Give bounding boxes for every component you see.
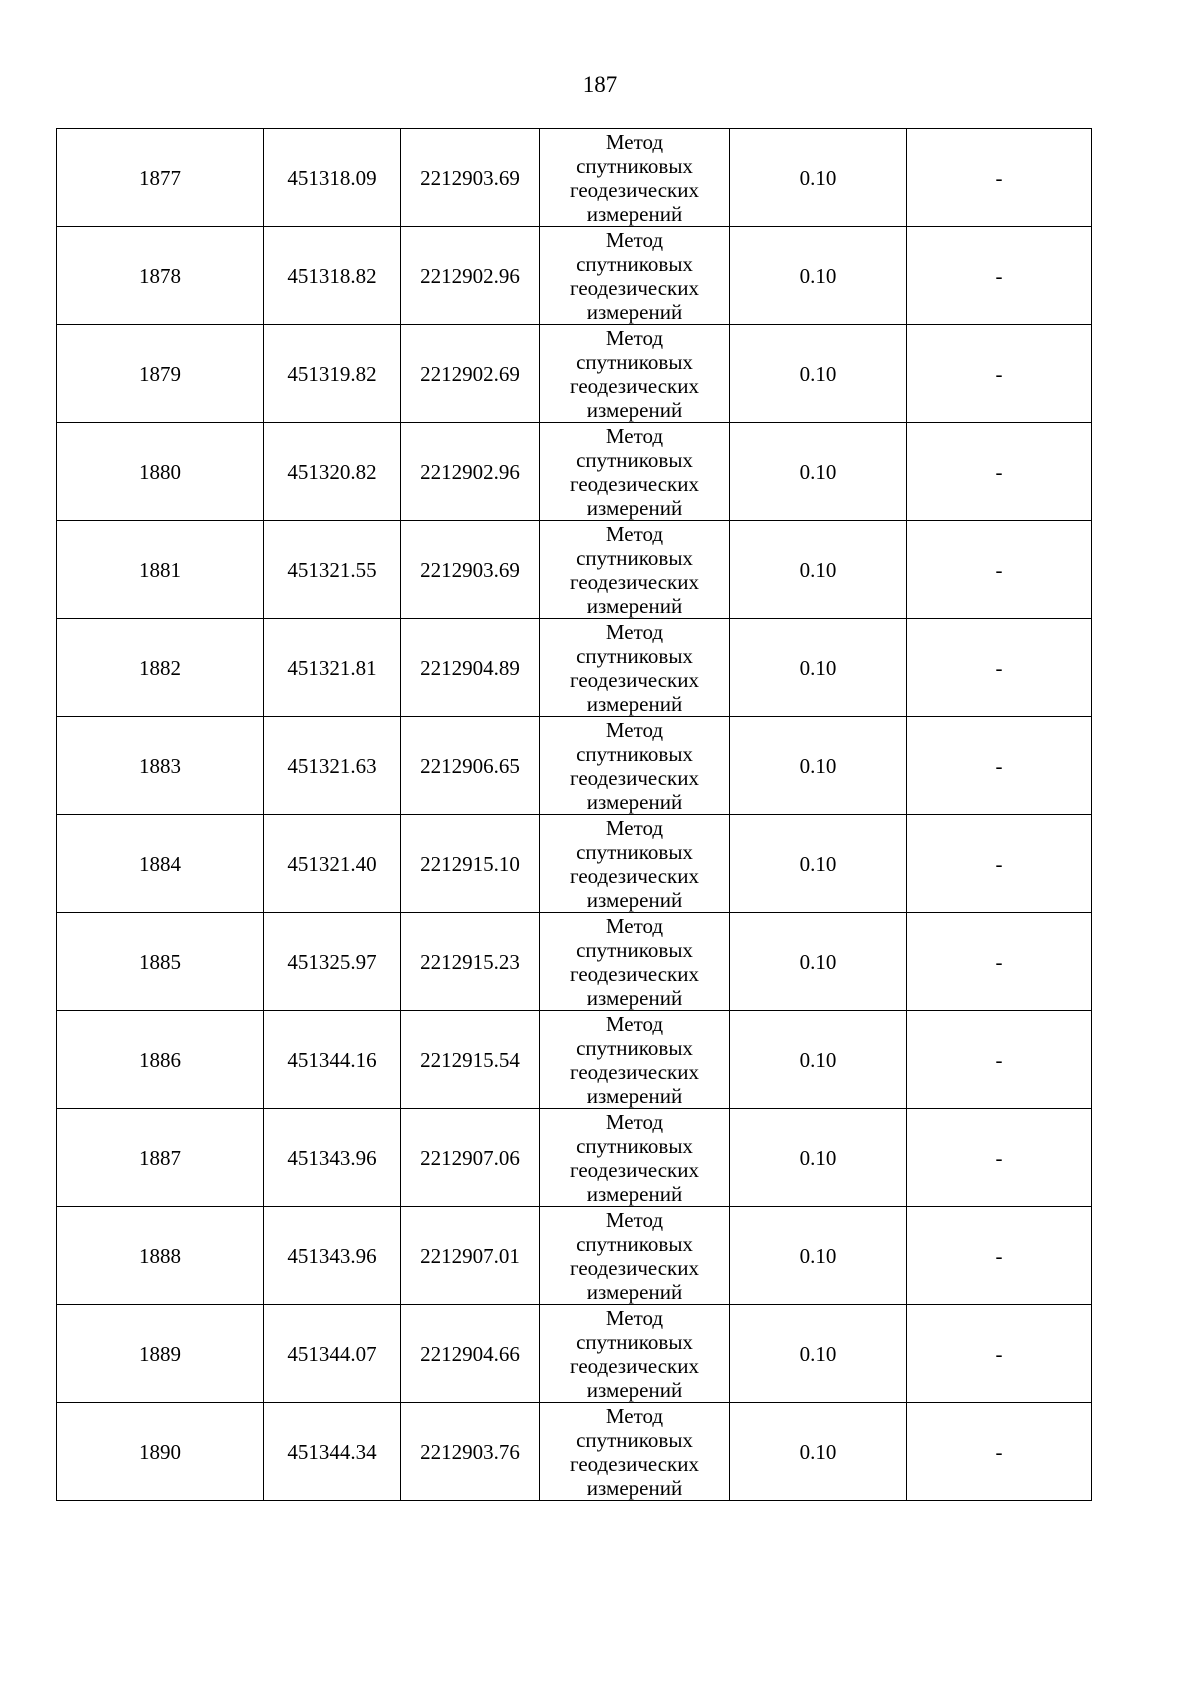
method-cell [540,423,730,521]
table-row [57,1109,1092,1207]
method-cell [540,129,730,227]
method-cell [540,717,730,815]
y-coordinate-cell: 2212915.23 [401,913,540,1011]
accuracy-cell: 0.10 [730,815,907,913]
point-number-cell: 1890 [57,1403,264,1501]
accuracy-cell: 0.10 [730,619,907,717]
method-cell [540,1109,730,1207]
method-cell [540,619,730,717]
coordinates-table [56,128,1092,1501]
x-coordinate-cell: 451321.81 [264,619,401,717]
point-number-cell: 1877 [57,129,264,227]
point-number-cell: 1884 [57,815,264,913]
method-text: Метод спутниковых геодезических измерений [569,423,699,520]
x-coordinate-cell: 451321.40 [264,815,401,913]
extra-cell: - [907,423,1092,521]
extra-cell: - [907,1207,1092,1305]
table-row [57,1305,1092,1403]
accuracy-cell: 0.10 [730,325,907,423]
point-number-cell: 1883 [57,717,264,815]
method-text: Метод спутниковых геодезических измерений [569,325,699,422]
table-row [57,227,1092,325]
extra-cell: - [907,913,1092,1011]
extra-cell: - [907,619,1092,717]
extra-cell: - [907,227,1092,325]
x-coordinate-cell: 451344.16 [264,1011,401,1109]
table-row [57,913,1092,1011]
accuracy-cell: 0.10 [730,1403,907,1501]
table-row [57,129,1092,227]
x-coordinate-cell: 451343.96 [264,1207,401,1305]
x-coordinate-cell: 451318.09 [264,129,401,227]
x-coordinate-cell: 451325.97 [264,913,401,1011]
accuracy-cell: 0.10 [730,913,907,1011]
method-text: Метод спутниковых геодезических измерений [569,521,699,618]
point-number-cell: 1882 [57,619,264,717]
y-coordinate-cell: 2212907.06 [401,1109,540,1207]
table-row [57,815,1092,913]
accuracy-cell: 0.10 [730,227,907,325]
y-coordinate-cell: 2212904.89 [401,619,540,717]
x-coordinate-cell: 451318.82 [264,227,401,325]
accuracy-cell: 0.10 [730,1207,907,1305]
y-coordinate-cell: 2212902.96 [401,423,540,521]
point-number-cell: 1889 [57,1305,264,1403]
y-coordinate-cell: 2212907.01 [401,1207,540,1305]
method-text: Метод спутниковых геодезических измерений [569,717,699,814]
method-cell [540,325,730,423]
extra-cell: - [907,1403,1092,1501]
x-coordinate-cell: 451319.82 [264,325,401,423]
extra-cell: - [907,129,1092,227]
extra-cell: - [907,815,1092,913]
extra-cell: - [907,521,1092,619]
accuracy-cell: 0.10 [730,1305,907,1403]
x-coordinate-cell: 451320.82 [264,423,401,521]
point-number-cell: 1887 [57,1109,264,1207]
extra-cell: - [907,1011,1092,1109]
y-coordinate-cell: 2212915.10 [401,815,540,913]
extra-cell: - [907,1109,1092,1207]
point-number-cell: 1880 [57,423,264,521]
point-number-cell: 1885 [57,913,264,1011]
table-row [57,1011,1092,1109]
accuracy-cell: 0.10 [730,717,907,815]
y-coordinate-cell: 2212904.66 [401,1305,540,1403]
method-text: Метод спутниковых геодезических измерений [569,1305,699,1402]
y-coordinate-cell: 2212915.54 [401,1011,540,1109]
method-cell [540,815,730,913]
accuracy-cell: 0.10 [730,423,907,521]
method-text: Метод спутниковых геодезических измерений [569,815,699,912]
extra-cell: - [907,1305,1092,1403]
method-text: Метод спутниковых геодезических измерений [569,1207,699,1304]
x-coordinate-cell: 451344.07 [264,1305,401,1403]
x-coordinate-cell: 451343.96 [264,1109,401,1207]
table-row [57,619,1092,717]
table-row [57,325,1092,423]
accuracy-cell: 0.10 [730,129,907,227]
table-row [57,423,1092,521]
table-row [57,1207,1092,1305]
method-text: Метод спутниковых геодезических измерений [569,1011,699,1108]
accuracy-cell: 0.10 [730,1011,907,1109]
y-coordinate-cell: 2212906.65 [401,717,540,815]
method-text: Метод спутниковых геодезических измерений [569,227,699,324]
method-text: Метод спутниковых геодезических измерений [569,1109,699,1206]
x-coordinate-cell: 451344.34 [264,1403,401,1501]
method-cell [540,1011,730,1109]
point-number-cell: 1878 [57,227,264,325]
y-coordinate-cell: 2212903.69 [401,129,540,227]
extra-cell: - [907,717,1092,815]
method-cell [540,913,730,1011]
y-coordinate-cell: 2212903.76 [401,1403,540,1501]
method-text: Метод спутниковых геодезических измерений [569,129,699,226]
x-coordinate-cell: 451321.63 [264,717,401,815]
table-row [57,521,1092,619]
point-number-cell: 1879 [57,325,264,423]
table-row [57,1403,1092,1501]
method-cell [540,1403,730,1501]
method-cell [540,1207,730,1305]
method-cell [540,521,730,619]
y-coordinate-cell: 2212903.69 [401,521,540,619]
table-row [57,717,1092,815]
point-number-cell: 1881 [57,521,264,619]
point-number-cell: 1886 [57,1011,264,1109]
accuracy-cell: 0.10 [730,1109,907,1207]
method-text: Метод спутниковых геодезических измерений [569,619,699,716]
page-number: 187 [582,72,618,97]
y-coordinate-cell: 2212902.69 [401,325,540,423]
accuracy-cell: 0.10 [730,521,907,619]
method-cell [540,1305,730,1403]
method-text: Метод спутниковых геодезических измерений [569,1403,699,1500]
x-coordinate-cell: 451321.55 [264,521,401,619]
method-text: Метод спутниковых геодезических измерений [569,913,699,1010]
point-number-cell: 1888 [57,1207,264,1305]
extra-cell: - [907,325,1092,423]
coordinates-table-body [57,129,1092,1501]
y-coordinate-cell: 2212902.96 [401,227,540,325]
method-cell [540,227,730,325]
